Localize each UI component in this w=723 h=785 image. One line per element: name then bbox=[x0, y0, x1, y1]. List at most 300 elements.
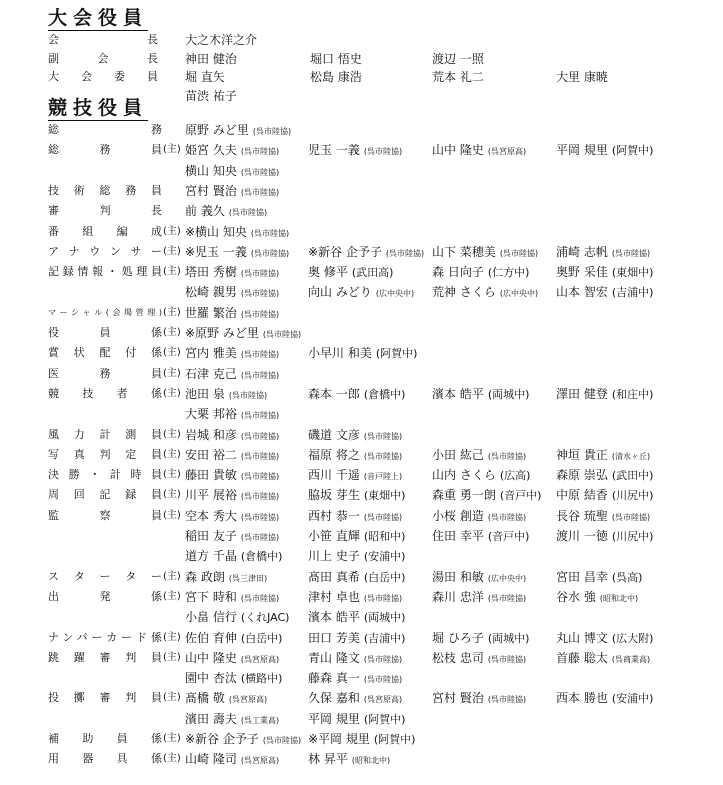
person-name-text: 森原 崇弘 bbox=[556, 468, 608, 483]
person-name-text: 大里 康暁 bbox=[556, 70, 608, 84]
person-name-text: 奥 修平 bbox=[308, 265, 348, 280]
person-name-text: 脇坂 芽生 bbox=[308, 488, 360, 503]
person-name bbox=[185, 384, 267, 406]
affiliation: (武田高) bbox=[351, 266, 394, 280]
person-name bbox=[308, 526, 405, 547]
person-name bbox=[432, 567, 526, 589]
person-name-text: ※新谷 企予子 bbox=[185, 732, 259, 746]
person-name-text: 山内 さくら bbox=[432, 468, 496, 483]
affiliation: (呉市陸協) bbox=[487, 451, 527, 461]
person-name bbox=[185, 343, 279, 365]
role-chief-marker: (主) bbox=[163, 327, 181, 338]
person-name bbox=[432, 262, 529, 283]
person-name-text: 平岡 規里 bbox=[556, 143, 608, 158]
affiliation: (安浦中) bbox=[363, 550, 406, 564]
person-name bbox=[185, 485, 279, 507]
person-name bbox=[308, 465, 402, 487]
role-chief-marker: (主) bbox=[163, 367, 181, 379]
person-name bbox=[185, 242, 289, 264]
person-name bbox=[432, 628, 529, 649]
person-name-text: 奥野 采佳 bbox=[556, 265, 608, 280]
person-name bbox=[432, 587, 526, 609]
officer-row bbox=[0, 587, 723, 607]
role-label: 役 員 係 bbox=[48, 326, 162, 339]
affiliation: (呉市陸協) bbox=[240, 472, 280, 482]
person-name-text: 大栗 邦裕 bbox=[185, 407, 237, 422]
person-name-text: 藤田 貴敏 bbox=[185, 468, 237, 483]
affiliation: (呉市陸協) bbox=[240, 350, 280, 360]
affiliation: (呉宮原高) bbox=[487, 147, 527, 157]
affiliation: (呉市陸協) bbox=[487, 512, 527, 522]
person-name bbox=[185, 648, 279, 670]
person-name-text: 苗渋 祐子 bbox=[185, 88, 237, 103]
role-label: 監 察 員 bbox=[48, 508, 162, 522]
affiliation: (阿賀中) bbox=[611, 144, 654, 158]
person-name bbox=[185, 546, 282, 567]
affiliation: (呉市陸協) bbox=[363, 593, 403, 603]
person-name bbox=[308, 282, 414, 304]
person-name-text: 神垣 貴正 bbox=[556, 447, 608, 462]
affiliation: (呉市陸協) bbox=[240, 187, 280, 197]
affiliation: (倉橋中) bbox=[363, 387, 406, 401]
person-name bbox=[185, 181, 279, 203]
affiliation: (音戸陸上) bbox=[363, 472, 403, 482]
person-name-text: ※新谷 企予子 bbox=[308, 244, 382, 259]
person-name bbox=[432, 506, 526, 528]
person-name bbox=[185, 506, 279, 528]
officer-row bbox=[0, 668, 723, 688]
affiliation: (音戸中) bbox=[487, 530, 530, 543]
person-name bbox=[308, 242, 424, 264]
affiliation: (広中央中) bbox=[499, 289, 539, 299]
person-name bbox=[185, 262, 279, 284]
role-chief-marker: (主) bbox=[163, 306, 181, 318]
role-label: 賞 状 配 付 係 bbox=[48, 346, 162, 360]
person-name bbox=[308, 668, 402, 690]
person-name-text: 渡辺 一照 bbox=[432, 51, 484, 66]
person-name bbox=[308, 709, 405, 730]
affiliation: (呉市陸協) bbox=[363, 675, 403, 685]
person-name bbox=[432, 67, 484, 87]
person-name-text: 横山 知央 bbox=[185, 163, 237, 178]
person-name-text: 浦崎 志帆 bbox=[556, 244, 608, 259]
affiliation: (広中央中) bbox=[487, 573, 527, 583]
person-name bbox=[556, 67, 608, 87]
person-name-text: 小笹 直輝 bbox=[308, 529, 360, 543]
person-name-text: 濱田 壽夫 bbox=[185, 711, 237, 726]
affiliation: (東畑中) bbox=[363, 489, 406, 503]
officer-row bbox=[0, 688, 723, 708]
person-name-text: 大之木洋之介 bbox=[185, 33, 258, 47]
officer-row bbox=[0, 607, 723, 627]
affiliation: (安浦中) bbox=[611, 692, 654, 706]
affiliation: (呉市陸協) bbox=[250, 228, 290, 238]
role-chief-marker: (主) bbox=[163, 590, 181, 602]
affiliation: (呉市陸協) bbox=[363, 451, 403, 461]
person-name-text: 森 日向子 bbox=[432, 265, 484, 280]
person-name bbox=[432, 140, 526, 162]
officer-row bbox=[0, 140, 723, 160]
person-name-text: 住田 幸平 bbox=[432, 529, 484, 543]
person-name-text: 川上 史子 bbox=[308, 549, 360, 564]
person-name bbox=[308, 140, 402, 162]
person-name bbox=[185, 587, 279, 609]
officer-row bbox=[0, 343, 723, 363]
person-name-text: 澤田 健登 bbox=[556, 386, 608, 401]
officer-row bbox=[0, 67, 723, 87]
person-name bbox=[185, 49, 237, 69]
person-name-text: 塔田 秀樹 bbox=[185, 265, 237, 280]
person-name-text: 宮村 賢治 bbox=[185, 183, 237, 198]
affiliation: (呉市陸協) bbox=[262, 330, 302, 339]
affiliation: (白岳中) bbox=[363, 570, 406, 584]
person-name bbox=[556, 140, 653, 161]
person-name bbox=[185, 567, 267, 589]
person-name-text: 中原 結香 bbox=[556, 488, 608, 503]
role-chief-marker: (主) bbox=[163, 245, 181, 257]
role-label: 跳 躍 審 判 員 bbox=[48, 650, 162, 664]
person-name bbox=[556, 262, 653, 283]
person-name bbox=[185, 30, 257, 50]
role-label: マーシャル(会場管理) bbox=[48, 307, 162, 317]
person-name-text: 世羅 繁治 bbox=[185, 305, 237, 320]
officer-row bbox=[0, 49, 723, 69]
affiliation: (くれJAC) bbox=[240, 611, 290, 625]
affiliation: (昭和中) bbox=[363, 530, 406, 543]
affiliation: (川尻中) bbox=[611, 530, 654, 543]
affiliation: (呉三津田) bbox=[228, 573, 268, 583]
person-name-text: 森重 勇一朗 bbox=[432, 488, 496, 503]
person-name-text: 稲田 友子 bbox=[185, 529, 237, 543]
role-chief-marker: (主) bbox=[163, 266, 181, 278]
person-name-text: 西本 勝也 bbox=[556, 691, 608, 706]
person-name-text: 森 政朗 bbox=[185, 569, 225, 584]
role-label: 会 長 bbox=[48, 33, 158, 46]
officer-row bbox=[0, 546, 723, 566]
person-name-text: 濱本 皓平 bbox=[308, 610, 360, 625]
person-name-text: 池田 泉 bbox=[185, 386, 225, 401]
affiliation: (呉市陸協) bbox=[363, 431, 403, 441]
person-name-text: 小早川 和美 bbox=[308, 346, 372, 361]
person-name bbox=[185, 668, 282, 689]
affiliation: (呉商業高) bbox=[611, 654, 651, 664]
officer-row bbox=[0, 425, 723, 445]
affiliation: (広中央中) bbox=[375, 289, 415, 299]
affiliation: (呉市陸協) bbox=[228, 390, 268, 400]
person-name-text: 平岡 規里 bbox=[308, 711, 360, 726]
affiliation: (呉市陸協) bbox=[240, 533, 280, 542]
person-name bbox=[432, 384, 529, 405]
role-label: 技 術 総 務 員 bbox=[48, 183, 162, 197]
role-label: 副 会 長 bbox=[48, 51, 158, 65]
person-name-text: 西川 千遥 bbox=[308, 468, 360, 483]
person-name-text: 松島 康浩 bbox=[310, 70, 362, 84]
person-name bbox=[308, 648, 402, 670]
affiliation: (横路中) bbox=[240, 672, 283, 686]
person-name-text: 山崎 隆司 bbox=[185, 752, 237, 767]
role-label: 記録情報・処理員 bbox=[48, 265, 162, 279]
affiliation: (昭和北中) bbox=[599, 593, 639, 603]
person-name bbox=[432, 282, 538, 304]
role-chief-marker: (主) bbox=[163, 651, 181, 663]
role-label: 審 判 長 bbox=[48, 204, 162, 218]
person-name-text: 向山 みどり bbox=[308, 285, 372, 300]
officer-row bbox=[0, 222, 723, 242]
role-label: 風 力 計 測 員 bbox=[48, 427, 162, 441]
person-name-text: 藤森 真一 bbox=[308, 671, 360, 686]
affiliation: (呉市陸協) bbox=[240, 309, 280, 319]
person-name-text: 福原 将之 bbox=[308, 447, 360, 462]
role-chief-marker: (主) bbox=[163, 428, 181, 440]
person-name bbox=[556, 506, 650, 528]
affiliation: (呉工業高) bbox=[240, 715, 280, 725]
person-name-text: 谷水 強 bbox=[556, 589, 596, 604]
person-name-text: 湯田 和敏 bbox=[432, 569, 484, 584]
person-name-text: 首藤 聡太 bbox=[556, 650, 608, 665]
role-label: 出 発 係 bbox=[48, 589, 162, 603]
officer-row bbox=[0, 242, 723, 262]
affiliation: (呉市陸協) bbox=[240, 451, 280, 461]
person-name-text: ※平岡 規里 bbox=[308, 732, 370, 746]
officer-row bbox=[0, 303, 723, 323]
affiliation: (吉浦中) bbox=[611, 286, 654, 300]
role-chief-marker: (主) bbox=[163, 489, 181, 501]
person-name bbox=[556, 628, 653, 649]
person-name-text: 堀 ひろ子 bbox=[432, 630, 484, 645]
person-name-text: 長谷 琉聖 bbox=[556, 508, 608, 523]
person-name bbox=[185, 526, 279, 548]
role-chief-marker: (主) bbox=[163, 347, 181, 359]
officer-row bbox=[0, 30, 723, 50]
officer-row bbox=[0, 384, 723, 404]
affiliation: (倉橋中) bbox=[240, 550, 283, 564]
person-name bbox=[308, 567, 405, 588]
person-name-text: 松崎 親男 bbox=[185, 285, 237, 300]
role-chief-marker: (主) bbox=[163, 469, 181, 481]
affiliation: (呉市陸協) bbox=[363, 654, 403, 664]
officer-row bbox=[0, 729, 723, 749]
role-chief-marker: (主) bbox=[163, 144, 181, 156]
officer-row bbox=[0, 506, 723, 526]
person-name bbox=[308, 688, 402, 710]
person-name-text: 松枝 忠司 bbox=[432, 650, 484, 665]
person-name-text: 園中 杏汰 bbox=[185, 671, 237, 686]
person-name bbox=[308, 384, 405, 405]
affiliation: (和庄中) bbox=[611, 387, 654, 401]
officer-row bbox=[0, 120, 723, 140]
officer-row bbox=[0, 526, 723, 546]
person-name-text: 渡川 一徳 bbox=[556, 529, 608, 543]
person-name bbox=[185, 709, 279, 731]
person-name bbox=[556, 688, 653, 709]
role-chief-marker: (主) bbox=[163, 631, 181, 643]
person-name bbox=[432, 485, 541, 506]
affiliation: (広高) bbox=[499, 469, 531, 483]
officer-row bbox=[0, 648, 723, 668]
person-name bbox=[185, 222, 289, 244]
person-name bbox=[556, 282, 653, 303]
role-chief-marker: (主) bbox=[163, 692, 181, 704]
affiliation: (両城中) bbox=[487, 387, 530, 401]
role-chief-marker: (主) bbox=[163, 448, 181, 460]
person-name-text: 佐伯 育伸 bbox=[185, 630, 237, 645]
role-label: 総 務 bbox=[48, 123, 162, 136]
person-name-text: 荒神 さくら bbox=[432, 285, 496, 300]
role-label: 競 技 者 係 bbox=[48, 386, 162, 400]
affiliation: (東畑中) bbox=[611, 266, 654, 280]
person-name-text: 小桜 創造 bbox=[432, 508, 484, 523]
person-name bbox=[308, 628, 405, 649]
affiliation: (清水ヶ丘) bbox=[611, 451, 651, 461]
affiliation: (呉宮原高) bbox=[240, 756, 280, 766]
affiliation: (阿賀中) bbox=[373, 733, 416, 746]
officer-row bbox=[0, 485, 723, 505]
person-name bbox=[556, 567, 642, 588]
person-name-text: 道方 千晶 bbox=[185, 549, 237, 564]
person-name-text: 髙橋 敬 bbox=[185, 691, 225, 706]
affiliation: (広大附) bbox=[611, 631, 654, 645]
person-name bbox=[308, 729, 415, 750]
section-title-tournament-officers: 大会役員 bbox=[48, 7, 149, 29]
person-name bbox=[185, 425, 279, 447]
section-title-competition-officers: 競技役員 bbox=[48, 97, 149, 119]
affiliation: (呉市陸協) bbox=[240, 512, 280, 522]
person-name-text: 山本 智宏 bbox=[556, 285, 608, 300]
affiliation: (呉市陸協) bbox=[240, 147, 280, 157]
person-name-text: 堀口 悟史 bbox=[310, 51, 362, 66]
person-name bbox=[432, 526, 529, 547]
person-name bbox=[185, 607, 289, 628]
person-name bbox=[308, 546, 405, 567]
person-name-text: 石津 克己 bbox=[185, 366, 237, 381]
affiliation: (両城中) bbox=[487, 631, 530, 645]
person-name bbox=[556, 587, 638, 609]
affiliation: (呉市陸協) bbox=[611, 248, 651, 258]
person-name bbox=[185, 161, 279, 183]
person-name-text: 岩城 和彦 bbox=[185, 427, 237, 442]
person-name bbox=[185, 445, 279, 467]
person-name-text: ※原野 みど里 bbox=[185, 326, 259, 340]
person-name bbox=[185, 323, 301, 345]
person-name-text: 髙田 真希 bbox=[308, 569, 360, 584]
person-name-text: 津村 卓也 bbox=[308, 589, 360, 604]
affiliation: (川尻中) bbox=[611, 489, 654, 503]
role-chief-marker: (主) bbox=[163, 509, 181, 521]
person-name-text: 濱本 皓平 bbox=[432, 386, 484, 401]
role-chief-marker: (主) bbox=[163, 225, 181, 237]
role-label: ナンバーカード係 bbox=[48, 630, 162, 644]
affiliation: (阿賀中) bbox=[363, 712, 406, 726]
person-name-text: 青山 隆文 bbox=[308, 650, 360, 665]
person-name-text: 原野 みど里 bbox=[185, 123, 249, 137]
person-name-text: 西村 恭一 bbox=[308, 508, 360, 523]
officer-row bbox=[0, 181, 723, 201]
person-name bbox=[308, 343, 417, 364]
person-name bbox=[308, 262, 393, 283]
person-name bbox=[185, 67, 225, 87]
person-name bbox=[556, 242, 650, 264]
person-name bbox=[308, 445, 402, 467]
affiliation: (呉市陸協) bbox=[487, 593, 527, 603]
person-name bbox=[185, 749, 279, 771]
person-name-text: 荒本 礼二 bbox=[432, 70, 484, 84]
person-name bbox=[185, 282, 279, 304]
role-label: 決 勝 ・ 計 時 員 bbox=[48, 468, 162, 482]
person-name bbox=[185, 688, 267, 710]
person-name bbox=[432, 648, 526, 670]
person-name-text: 林 昇平 bbox=[308, 752, 348, 767]
affiliation: (昭和北中) bbox=[351, 756, 391, 766]
person-name bbox=[308, 749, 390, 771]
role-chief-marker: (主) bbox=[163, 733, 181, 744]
person-name bbox=[185, 303, 279, 325]
affiliation: (呉市陸協) bbox=[252, 127, 292, 136]
affiliation: (呉市陸協) bbox=[385, 248, 425, 258]
person-name bbox=[556, 526, 653, 547]
person-name-text: 森本 一郎 bbox=[308, 386, 360, 401]
role-label: 医 務 員 bbox=[48, 366, 162, 380]
affiliation: (呉宮原高) bbox=[228, 695, 268, 705]
person-name bbox=[432, 465, 530, 486]
affiliation: (吉浦中) bbox=[363, 631, 406, 645]
role-label: 番 組 編 成 bbox=[48, 224, 162, 238]
affiliation: (仁方中) bbox=[487, 266, 530, 280]
person-name bbox=[185, 364, 279, 386]
affiliation: (音戸中) bbox=[499, 489, 542, 503]
person-name bbox=[308, 506, 402, 528]
person-name-text: ※横山 知央 bbox=[185, 224, 247, 239]
person-name bbox=[185, 86, 237, 106]
affiliation: (呉市陸協) bbox=[611, 512, 651, 522]
role-chief-marker: (主) bbox=[163, 387, 181, 399]
affiliation: (呉高) bbox=[611, 570, 643, 584]
person-name-text: 宮田 昌幸 bbox=[556, 569, 608, 584]
affiliation: (阿賀中) bbox=[375, 347, 418, 361]
affiliation: (呉市陸協) bbox=[240, 411, 280, 421]
person-name-text: 小畠 信行 bbox=[185, 610, 237, 625]
person-name bbox=[308, 425, 402, 447]
officer-row bbox=[0, 709, 723, 729]
affiliation: (呉宮原高) bbox=[363, 695, 403, 705]
role-label: 投 擲 審 判 員 bbox=[48, 691, 162, 705]
role-label: 写 真 判 定 員 bbox=[48, 447, 162, 461]
person-name bbox=[185, 404, 279, 426]
person-name bbox=[308, 485, 405, 506]
affiliation: (両城中) bbox=[363, 611, 406, 625]
person-name-text: 姫宮 久夫 bbox=[185, 143, 237, 158]
affiliation: (呉市陸協) bbox=[240, 492, 280, 502]
affiliation: (呉市陸協) bbox=[240, 167, 280, 177]
officer-row bbox=[0, 567, 723, 587]
person-name bbox=[432, 49, 484, 69]
person-name bbox=[185, 465, 279, 487]
role-chief-marker: (主) bbox=[163, 570, 181, 582]
person-name-text: 神田 健治 bbox=[185, 51, 237, 66]
officer-row bbox=[0, 404, 723, 424]
person-name bbox=[432, 445, 526, 467]
person-name bbox=[310, 67, 362, 87]
person-name-text: 小田 紘己 bbox=[432, 447, 484, 462]
officer-row bbox=[0, 445, 723, 465]
person-name-text: 森川 忠洋 bbox=[432, 589, 484, 604]
role-label: 補 助 員 係 bbox=[48, 732, 162, 745]
affiliation: (呉市陸協) bbox=[487, 654, 527, 664]
affiliation: (呉市陸協) bbox=[363, 512, 403, 522]
affiliation: (呉市陸協) bbox=[240, 431, 280, 441]
officer-row bbox=[0, 282, 723, 302]
person-name bbox=[185, 628, 282, 649]
officer-row bbox=[0, 364, 723, 384]
